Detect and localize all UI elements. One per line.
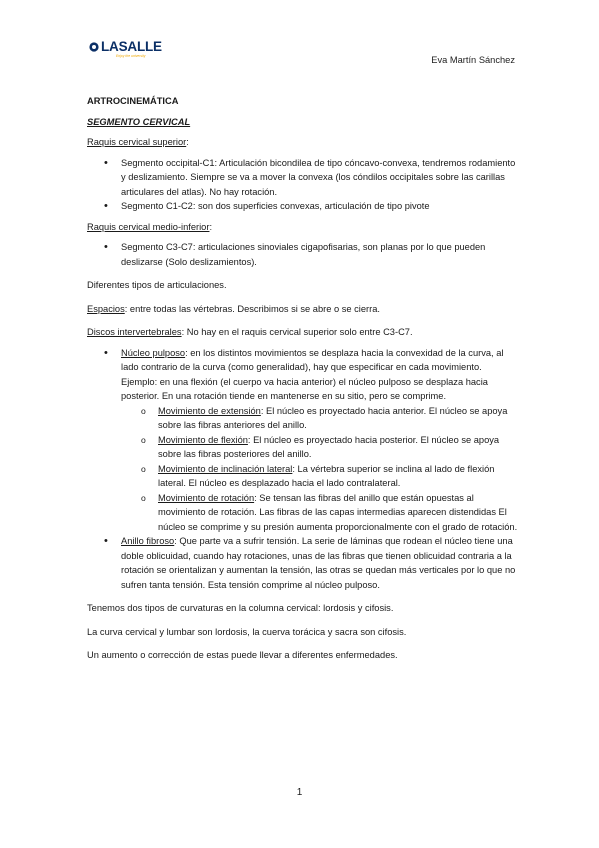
- author-name: Eva Martín Sánchez: [431, 55, 515, 65]
- movement-text: : El núcleo es proyectado hacia posterior. El núcleo se apoya sobre las fibras posteriores del anillo.: [158, 434, 500, 459]
- middle-cervical-heading: [87, 220, 519, 235]
- upper-cervical-heading: [87, 135, 519, 150]
- discos-label: Discos intervertebrales: [87, 327, 182, 337]
- nucleo-item: [87, 346, 519, 535]
- list-item: • Segmento C1-C2: son dos superficies convexas, articulación de tipo pivote: [87, 199, 519, 214]
- middle-cervical-list: [87, 240, 519, 269]
- discos-text: : No hay en el raquis cervical superior solo entre C3-C7.: [181, 327, 413, 337]
- espacios-label: Espacios: [87, 303, 125, 314]
- disc-components-list: [87, 346, 519, 593]
- middle-cervical-heading-text: Raquis cervical medio-inferior: [87, 221, 210, 232]
- movement-list: [121, 404, 519, 535]
- upper-cervical-list: [87, 156, 519, 214]
- movement-label: Movimiento de flexión: [158, 434, 248, 445]
- document-title: ARTROCINEMÁTICA: [87, 96, 179, 106]
- anillo-text: : Que parte va a sufrir tensión. La serie de láminas que rodean el núcleo tiene una doble oblicuidad, cuando hay rotaciones, unas de las fibras que tienen oblicuidad contraria a la rotación se orientalizan y aumentan la tensión, las otras se quedan más verticales por lo que no sufren tanta tensión. Esta tensión comprime al núcleo pulposo.: [121, 536, 516, 590]
- lasalle-emblem-icon: [89, 42, 99, 52]
- list-item: • Segmento occipital-C1: Articulación bicondilea de tipo cóncavo-convexa, tendremos rodamiento y deslizamiento. Siempre se va a mover la convexa (los cóndilos occipitales sobre las carillas articulares del atlas). No hay rotación.: [87, 156, 519, 200]
- logo-tagline: Enjoy the university: [116, 54, 146, 58]
- middle-cervical-colon: :: [209, 221, 213, 232]
- list-item: • Segmento C3-C7: articulaciones sinoviales cigapofisarias, son planas por lo que pueden deslizarse (Solo deslizamientos).: [87, 240, 519, 269]
- closing-paragraph: La curva cervical y lumbar son lordosis, la cuerva torácica y sacra son cifosis.: [87, 626, 407, 637]
- joint-types-paragraph: Diferentes tipos de articulaciones.: [87, 280, 227, 290]
- movement-item: [87, 462, 519, 491]
- closing-paragraph: Tenemos dos tipos de curvaturas en la columna cervical: lordosis y cifosis.: [87, 603, 394, 613]
- upper-cervical-colon: :: [186, 137, 189, 147]
- page-number: 1: [296, 787, 303, 798]
- logo-wordmark: LASALLE: [101, 39, 162, 54]
- closing-paragraph: Un aumento o corrección de estas puede llevar a diferentes enfermedades.: [87, 650, 398, 660]
- movement-text: : El núcleo es proyectado hacia anterior. El núcleo se apoya sobre las fibras anteriores del anillo.: [158, 405, 508, 430]
- upper-cervical-heading-text: Raquis cervical superior: [87, 137, 187, 147]
- movement-item: [87, 404, 519, 433]
- espacios-text: : entre todas las vértebras. Describimos si se abre o se cierra.: [124, 303, 380, 314]
- discos-paragraph: [87, 325, 519, 340]
- espacios-paragraph: [87, 302, 519, 317]
- movement-item: [87, 433, 519, 462]
- document-body: [87, 94, 519, 663]
- nucleo-label: Núcleo pulposo: [121, 347, 186, 358]
- movement-text: : La vértebra superior se inclina al lado de flexión lateral. El núcleo es desplazado hacia el lado contralateral.: [158, 463, 495, 488]
- anillo-item: [87, 534, 519, 592]
- anillo-label: Anillo fibroso: [121, 536, 175, 546]
- movement-text: : Se tensan las fibras del anillo que están opuestas al movimiento de rotación. Las fibras de las capas intermedias aparecen distendidas El núcleo se comprime y su presión aumenta proporcionalmente con el grado de rotación.: [158, 492, 518, 532]
- movement-label: Movimiento de inclinación lateral: [158, 463, 293, 474]
- movement-item: [87, 491, 519, 535]
- movement-label: Movimiento de rotación: [158, 492, 255, 503]
- nucleo-text: : en los distintos movimientos se desplaza hacia la convexidad de la curva, al lado contrario de la curva (como generalidad), hay que especificar en cada movimiento. Ejemplo: en una flexión (el cuerpo va hacia anterior) el núcleo pulposo se desplaza hacia posterior. En una rotación tiende en mantenerse en su sitio, pero se comprime.: [121, 347, 504, 401]
- movement-label: Movimiento de extensión: [158, 405, 261, 416]
- section-heading: SEGMENTO CERVICAL: [87, 116, 191, 127]
